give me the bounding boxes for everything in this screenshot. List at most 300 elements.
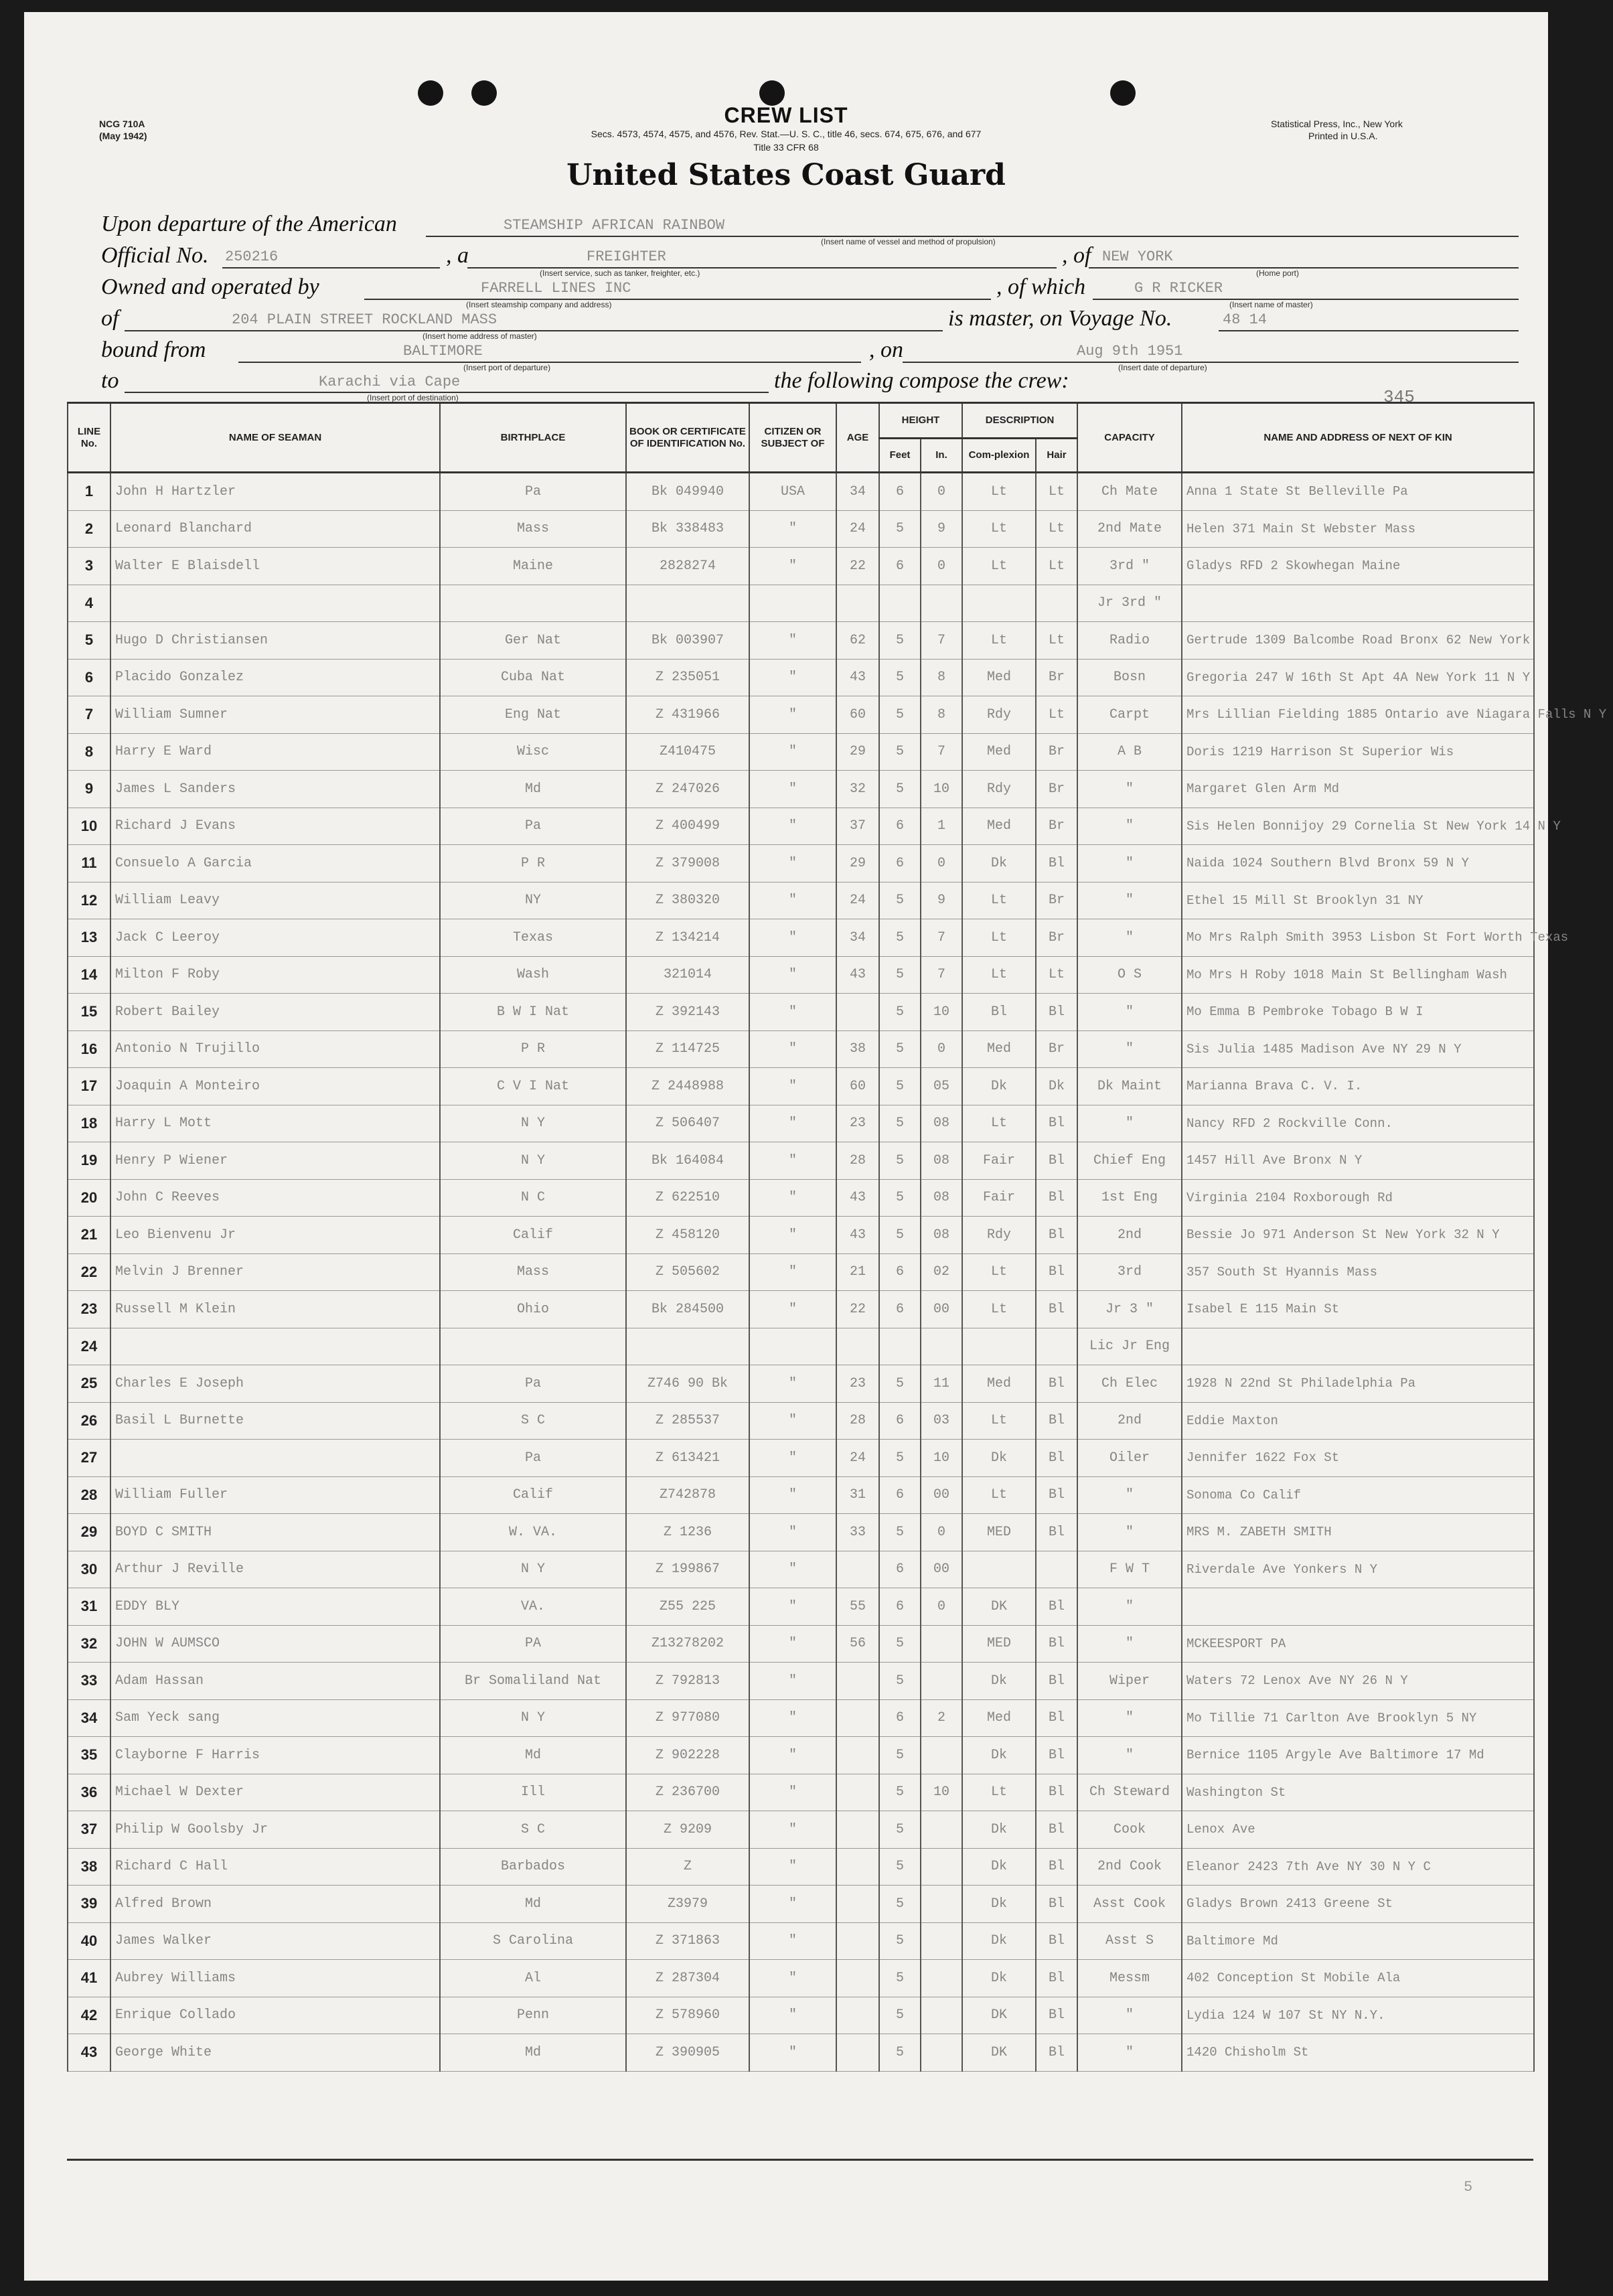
cell-name: JOHN W AUMSCO [110,1625,440,1663]
cell-complexion: Med [962,733,1036,771]
cell-line: 11 [68,845,110,883]
cell-book: Z 458120 [626,1217,749,1254]
crew-row [68,659,1534,696]
cell-inches [921,1922,962,1960]
cell-birthplace: Maine [440,548,626,585]
cell-complexion: Lt [962,919,1036,957]
cell-birthplace: Ger Nat [440,622,626,660]
cell-book: Z 792813 [626,1663,749,1700]
cell-complexion: Lt [962,1774,1036,1811]
cell-feet: 5 [879,2034,921,2072]
cell-inches: 05 [921,1068,962,1105]
cell-name: Aubrey Williams [110,1960,440,1997]
cell-age: 55 [836,1588,879,1626]
cell-book: Z 285537 [626,1402,749,1440]
cell-age: 24 [836,1440,879,1477]
cell-line: 32 [68,1625,110,1663]
cell-kin: Bessie Jo 971 Anderson St New York 32 N Y [1182,1217,1534,1254]
cell-age: 37 [836,808,879,845]
cell-line: 38 [68,1848,110,1886]
cell-citizen: " [749,1476,836,1514]
cell-capacity: A B [1077,733,1182,771]
cell-kin: Eddie Maxton [1182,1402,1534,1440]
cell-inches: 0 [921,1588,962,1626]
cell-hair: Bl [1036,1960,1077,1997]
cell-birthplace: N Y [440,1551,626,1588]
cfr-reference: Title 33 CFR 68 [753,142,819,153]
cell-capacity: 3rd " [1077,548,1182,585]
cell-complexion: Lt [962,1291,1036,1328]
cell-complexion: Dk [962,1737,1036,1774]
cell-line: 8 [68,733,110,771]
cell-name: Harry L Mott [110,1105,440,1142]
cell-birthplace: S C [440,1811,626,1849]
cell-inches [921,585,962,622]
cell-complexion: Lt [962,1253,1036,1291]
cell-capacity: " [1077,808,1182,845]
cell-complexion [962,585,1036,622]
cell-citizen: " [749,956,836,994]
cell-age [836,1663,879,1700]
cell-hair: Bl [1036,1179,1077,1217]
cell-inches: 9 [921,510,962,548]
cell-name [110,1328,440,1365]
cell-birthplace: Texas [440,919,626,957]
cell-book: Bk 049940 [626,473,749,511]
cell-feet: 5 [879,733,921,771]
col-book-certificate: BOOK OR CERTIFICATE OF IDENTIFICATION No. [626,403,749,473]
cell-inches: 0 [921,548,962,585]
cell-citizen: " [749,1922,836,1960]
col-line-no: LINE No. [68,403,110,473]
cell-line: 6 [68,659,110,696]
cell-inches: 8 [921,659,962,696]
cell-age: 24 [836,882,879,919]
cell-hair [1036,1328,1077,1365]
crew-row [68,808,1534,845]
cell-age: 31 [836,1476,879,1514]
cell-citizen: " [749,2034,836,2072]
cell-citizen [749,1328,836,1365]
cell-age [836,1922,879,1960]
cell-age: 32 [836,771,879,808]
cell-complexion: Lt [962,473,1036,511]
cell-citizen: " [749,1848,836,1886]
cell-capacity: Jr 3 " [1077,1291,1182,1328]
cell-book: Z55 225 [626,1588,749,1626]
cell-capacity: Carpt [1077,696,1182,734]
cell-hair: Bl [1036,1663,1077,1700]
cell-line: 16 [68,1030,110,1068]
crew-row [68,1848,1534,1886]
cell-age: 23 [836,1105,879,1142]
cell-inches [921,1997,962,2034]
cell-kin: Naida 1024 Southern Blvd Bronx 59 N Y [1182,845,1534,883]
cell-kin: Virginia 2104 Roxborough Rd [1182,1179,1534,1217]
cell-name: John C Reeves [110,1179,440,1217]
cell-name: Melvin J Brenner [110,1253,440,1291]
cell-kin: Doris 1219 Harrison St Superior Wis [1182,733,1534,771]
cell-birthplace: Md [440,1737,626,1774]
cell-age [836,994,879,1031]
cell-hair: Bl [1036,1848,1077,1886]
cell-book: Z [626,1848,749,1886]
crew-row [68,771,1534,808]
cell-name: Placido Gonzalez [110,659,440,696]
cell-age: 28 [836,1142,879,1180]
cell-age [836,1328,879,1365]
cell-birthplace: Md [440,1886,626,1923]
cell-hair [1036,1551,1077,1588]
cell-kin: Washington St [1182,1774,1534,1811]
cell-birthplace: Ill [440,1774,626,1811]
cell-kin: Mo Tillie 71 Carlton Ave Brooklyn 5 NY [1182,1699,1534,1737]
cell-complexion: MED [962,1514,1036,1551]
cell-kin: Sis Julia 1485 Madison Ave NY 29 N Y [1182,1030,1534,1068]
cell-book: Bk 284500 [626,1291,749,1328]
cell-book: Z 392143 [626,994,749,1031]
crew-row [68,1476,1534,1514]
cell-line: 36 [68,1774,110,1811]
cell-citizen: " [749,659,836,696]
corner-mark: 5 [1464,2179,1473,2196]
cell-hair: Br [1036,733,1077,771]
cell-feet: 6 [879,808,921,845]
cell-hair: Bl [1036,1699,1077,1737]
departure-label: Upon departure of the American [101,212,397,236]
cell-capacity: " [1077,1737,1182,1774]
cell-capacity: Asst Cook [1077,1886,1182,1923]
cell-birthplace: Mass [440,1253,626,1291]
cell-complexion: Lt [962,882,1036,919]
cell-birthplace: VA. [440,1588,626,1626]
official-no-value: 250216 [225,248,279,265]
cell-birthplace [440,585,626,622]
col-feet: Feet [879,439,921,473]
cell-line: 25 [68,1365,110,1403]
crew-row [68,2034,1534,2072]
cell-inches [921,1737,962,1774]
cell-book: Z 431966 [626,696,749,734]
cell-hair: Bl [1036,1217,1077,1254]
cell-birthplace: S C [440,1402,626,1440]
cell-kin: Gregoria 247 W 16th St Apt 4A New York 11 N Y [1182,659,1534,696]
cell-age: 22 [836,1291,879,1328]
cell-book: Z410475 [626,733,749,771]
cell-kin: 1420 Chisholm St [1182,2034,1534,2072]
crew-row [68,1811,1534,1849]
cell-citizen [749,585,836,622]
form-date: (May 1942) [99,131,147,141]
cell-complexion: Dk [962,1960,1036,1997]
cell-kin: 402 Conception St Mobile Ala [1182,1960,1534,1997]
cell-kin: Anna 1 State St Belleville Pa [1182,473,1534,511]
cell-birthplace: Barbados [440,1848,626,1886]
cell-citizen: " [749,808,836,845]
cell-hair: Bl [1036,1922,1077,1960]
cell-kin: 357 South St Hyannis Mass [1182,1253,1534,1291]
crew-row [68,1774,1534,1811]
cell-line: 24 [68,1328,110,1365]
cell-feet: 5 [879,1105,921,1142]
cell-capacity: " [1077,1514,1182,1551]
cell-capacity: " [1077,1699,1182,1737]
cell-capacity: 2nd Cook [1077,1848,1182,1886]
cell-kin: Gladys RFD 2 Skowhegan Maine [1182,548,1534,585]
cell-citizen: " [749,1365,836,1403]
cell-complexion: Rdy [962,696,1036,734]
cell-kin [1182,1328,1534,1365]
cell-book: Z 371863 [626,1922,749,1960]
of-label-2: of [101,306,119,331]
bound-from-label: bound from [101,337,206,362]
cell-complexion: Lt [962,622,1036,660]
cell-age [836,2034,879,2072]
owned-operated-label: Owned and operated by [101,275,319,299]
cell-book: Z 578960 [626,1997,749,2034]
cell-capacity: " [1077,1588,1182,1626]
cell-line: 19 [68,1142,110,1180]
cell-line: 33 [68,1663,110,1700]
cell-feet: 5 [879,659,921,696]
crew-row [68,1997,1534,2034]
cell-name: Sam Yeck sang [110,1699,440,1737]
cell-citizen: " [749,1625,836,1663]
cell-capacity: Ch Elec [1077,1365,1182,1403]
company-value: FARRELL LINES INC [481,280,631,297]
cell-age [836,1699,879,1737]
master-hint: (Insert name of master) [1229,300,1313,309]
cell-name: EDDY BLY [110,1588,440,1626]
cell-capacity: Wiper [1077,1663,1182,1700]
cell-complexion: Lt [962,510,1036,548]
cell-book: Z 400499 [626,808,749,845]
cell-kin: MCKEESPORT PA [1182,1625,1534,1663]
cell-citizen: " [749,1291,836,1328]
col-hair: Hair [1036,439,1077,473]
cell-inches [921,1328,962,1365]
cell-citizen: " [749,994,836,1031]
crew-row [68,1142,1534,1180]
form-number: NCG 710A [99,119,145,129]
departure-date-value: Aug 9th 1951 [1077,343,1183,360]
cell-inches: 0 [921,473,962,511]
departure-date-hint: (Insert date of departure) [1118,363,1207,372]
cell-citizen: " [749,510,836,548]
punch-hole [1110,80,1136,106]
cell-birthplace: N Y [440,1105,626,1142]
crew-row [68,1105,1534,1142]
cell-inches: 02 [921,1253,962,1291]
crew-row [68,919,1534,957]
cell-feet: 5 [879,1142,921,1180]
cell-book: Z 977080 [626,1699,749,1737]
cell-complexion: Dk [962,1663,1036,1700]
cell-capacity: " [1077,1625,1182,1663]
cell-kin: Lenox Ave [1182,1811,1534,1849]
cell-citizen: " [749,1811,836,1849]
cell-name: Richard J Evans [110,808,440,845]
cell-hair [1036,585,1077,622]
cell-feet: 5 [879,1774,921,1811]
crew-row [68,1291,1534,1328]
cell-line: 35 [68,1737,110,1774]
home-port-value: NEW YORK [1102,248,1173,265]
cell-name: Enrique Collado [110,1997,440,2034]
cell-name: Milton F Roby [110,956,440,994]
cell-line: 15 [68,994,110,1031]
crew-row [68,1068,1534,1105]
crew-row [68,994,1534,1031]
cell-birthplace: S Carolina [440,1922,626,1960]
cell-feet [879,585,921,622]
cell-hair: Bl [1036,1886,1077,1923]
cell-book: 321014 [626,956,749,994]
cell-inches [921,1663,962,1700]
cell-feet: 5 [879,1886,921,1923]
cell-name: William Fuller [110,1476,440,1514]
cell-citizen: " [749,1105,836,1142]
cell-name: Clayborne F Harris [110,1737,440,1774]
crew-row [68,1663,1534,1700]
cell-capacity: " [1077,882,1182,919]
cell-kin: 1457 Hill Ave Bronx N Y [1182,1142,1534,1180]
cell-birthplace: N Y [440,1142,626,1180]
crew-rows [68,473,1607,2072]
cell-age: 62 [836,622,879,660]
compose-crew-label: the following compose the crew: [774,368,1069,393]
cell-age [836,1886,879,1923]
crew-row [68,1179,1534,1217]
cell-complexion: DK [962,1997,1036,2034]
cell-inches: 00 [921,1551,962,1588]
departure-port-value: BALTIMORE [403,343,483,360]
cell-capacity: Oiler [1077,1440,1182,1477]
cell-book: Z 2448988 [626,1068,749,1105]
cell-age: 60 [836,1068,879,1105]
cell-citizen: " [749,919,836,957]
cell-birthplace: Eng Nat [440,696,626,734]
cell-hair: Bl [1036,994,1077,1031]
cell-name: Richard C Hall [110,1848,440,1886]
cell-birthplace: P R [440,1030,626,1068]
cell-book: Z 506407 [626,1105,749,1142]
cell-age: 43 [836,1217,879,1254]
cell-name: William Sumner [110,696,440,734]
cell-age: 43 [836,659,879,696]
cell-line: 4 [68,585,110,622]
cell-feet: 5 [879,1365,921,1403]
cell-hair: Br [1036,659,1077,696]
of-which-label: , of which [996,275,1086,299]
cell-inches [921,2034,962,2072]
printer-country: Printed in U.S.A. [1308,131,1378,141]
cell-feet: 6 [879,473,921,511]
cell-feet: 6 [879,1699,921,1737]
cell-feet: 5 [879,1179,921,1217]
cell-inches: 00 [921,1476,962,1514]
cell-book: Z 390905 [626,2034,749,2072]
cell-inches: 10 [921,1440,962,1477]
cell-kin: Waters 72 Lenox Ave NY 26 N Y [1182,1663,1534,1700]
cell-feet: 6 [879,1476,921,1514]
cell-citizen: " [749,733,836,771]
cell-birthplace: Pa [440,473,626,511]
cell-book: Z3979 [626,1886,749,1923]
cell-kin: Gladys Brown 2413 Greene St [1182,1886,1534,1923]
cell-feet: 5 [879,1514,921,1551]
cell-book: Z 235051 [626,659,749,696]
cell-book [626,585,749,622]
cell-book: Z 505602 [626,1253,749,1291]
cell-line: 43 [68,2034,110,2072]
cell-feet: 5 [879,696,921,734]
cell-capacity: 2nd [1077,1402,1182,1440]
voyage-label: is master, on Voyage No. [948,306,1172,331]
cell-book: Z 287304 [626,1960,749,1997]
cell-inches: 7 [921,733,962,771]
cell-birthplace: N C [440,1179,626,1217]
cell-line: 40 [68,1922,110,1960]
cell-hair: Lt [1036,510,1077,548]
cell-citizen: " [749,771,836,808]
cell-book: Bk 003907 [626,622,749,660]
cell-name: James L Sanders [110,771,440,808]
crew-row [68,956,1534,994]
cell-hair: Bl [1036,1997,1077,2034]
crew-row [68,473,1534,511]
cell-line: 21 [68,1217,110,1254]
crew-table [67,402,1607,2072]
cell-inches: 0 [921,845,962,883]
cell-hair: Bl [1036,1253,1077,1291]
cell-birthplace: Md [440,771,626,808]
cell-line: 12 [68,882,110,919]
cell-name: Jack C Leeroy [110,919,440,957]
cell-feet: 5 [879,622,921,660]
cell-citizen: " [749,1997,836,2034]
cell-complexion: Med [962,1365,1036,1403]
cell-citizen: " [749,1551,836,1588]
cell-hair: Bl [1036,1291,1077,1328]
cell-birthplace: NY [440,882,626,919]
cell-name: Henry P Wiener [110,1142,440,1180]
cell-inches: 0 [921,1030,962,1068]
cell-complexion: Dk [962,1922,1036,1960]
cell-age: 21 [836,1253,879,1291]
cell-citizen: " [749,1588,836,1626]
cell-hair: Br [1036,771,1077,808]
cell-name: Leo Bienvenu Jr [110,1217,440,1254]
cell-age [836,1811,879,1849]
cell-inches: 1 [921,808,962,845]
cell-citizen: " [749,1217,836,1254]
cell-complexion [962,1328,1036,1365]
cell-name: James Walker [110,1922,440,1960]
service-hint: (Insert service, such as tanker, freighter, etc.) [540,269,700,278]
cell-line: 5 [68,622,110,660]
cell-inches [921,1886,962,1923]
cell-book [626,1328,749,1365]
cell-age [836,585,879,622]
cell-kin: Margaret Glen Arm Md [1182,771,1534,808]
cell-book: Z 236700 [626,1774,749,1811]
cell-birthplace: Pa [440,1440,626,1477]
cell-citizen: " [749,1068,836,1105]
cell-inches [921,1960,962,1997]
cell-complexion: Dk [962,845,1036,883]
cell-capacity: 3rd [1077,1253,1182,1291]
